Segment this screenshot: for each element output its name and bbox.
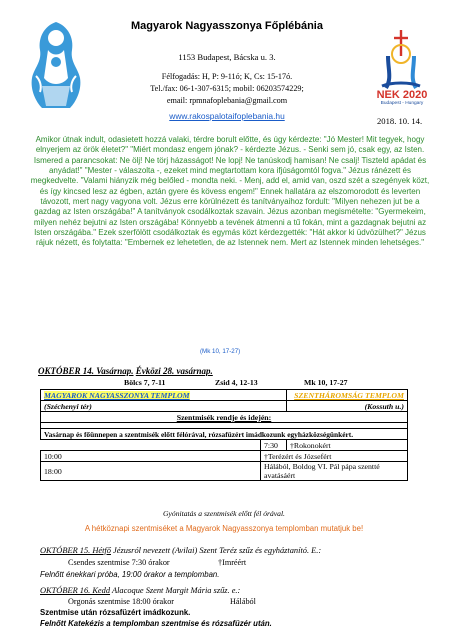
confession-note: Gyónitatás a szentmisék előtt fél órával.: [163, 509, 285, 518]
mass-intention: †Rokonokért: [287, 440, 408, 451]
church1-location: (Széchenyi tér): [41, 401, 287, 412]
table-row: [41, 412, 408, 423]
sunday-name: Évközi 28. vasárnap.: [135, 366, 213, 376]
table-row: [41, 462, 408, 481]
tuesday-date: OKTÓBER 16. Kedd: [40, 586, 111, 595]
monday-date: OKTÓBER 15. Hétfő: [40, 546, 111, 555]
mass-intention: †Terézért és Józsefért: [261, 451, 408, 462]
church1-name: MAGYAROK NAGYASSZONYA TEMPLOM: [44, 390, 190, 400]
mass-time: 10:00: [41, 451, 261, 462]
nek-logo-subtitle: Budapest - Hungary: [380, 101, 424, 106]
tuesday-note-2: Felnőtt Katekézis a templomban szentmise és rózsafüzér után.: [40, 619, 272, 628]
table-row: [41, 429, 408, 440]
monday-note: Felnőtt énekkari próba, 19:00 órakor a templomban.: [40, 570, 220, 579]
table-row: [41, 451, 408, 462]
reading-3: Mk 10, 17-27: [304, 378, 348, 387]
gospel-text: Amikor útnak indult, odasietett hozzá valaki, térdre borult előtte, és úgy kérdezte: "Jó Mester! Mit tegyek, hogy elnyerjem az örök életet?" "Miért mondasz engem jónak? - kérdezte Jézus. - Senki sem jó, csak egy, az Isten. Ismered a parancsokat: Ne ölj! Ne törj házasságot! Ne lopj! Ne tanúskodj hamisan! Ne csalj! Tiszteld apádat és anyádat!" "Mester - válaszolta -, ezeket mind megtartottam kora ifjúságomtól fogva." Jézus ránézett és megkedvelte. "Valami hiányzik még belőled - mondta neki. - Menj, add el, amid van, oszd szét a szegények közt, és így kincsed lesz az égben, aztán gyere és kövess engem!" Ennek hallatára az elszomorodott és leverten távozott, mert nagy vagyona volt. Jézus erre körülnézett és tanítványaihoz fordult: "Milyen nehezen jut be a gazdag az Isten országába!" A tanítványok csodálkoztak szavain. Jézus azonban megismételte: "Gyermekeim, milyen nehéz bejutni az Isten országába! Könnyebb a tevének átmenni a tű fokán, mint a gazdagnak bejutni az Isten országába." Ezek szerfölött csodálkoztak és egymás közt kérdezgették: "Hát akkor ki üdvözülhet?" Jézus rájuk nézett, és folytatta: "Embernek ez lehetetlen, de az Istennek nem. Mert az Istennek minden lehetséges.": [30, 135, 430, 248]
email-line: email: rpmnafoplebania@gmail.com: [166, 96, 288, 105]
monday-heading: [40, 546, 321, 555]
empty-cell: [41, 440, 261, 451]
weekday-notice: A hétköznapi szentmiséket a Magyarok Nagyasszonya templomban mutatjuk be!: [84, 524, 364, 533]
mass-time: 7:30: [261, 440, 287, 451]
tuesday-mass: Orgonás szentmise 18:00 órakor: [68, 597, 175, 606]
table-row: [41, 390, 408, 401]
monday-intention: †Imréért: [218, 558, 247, 567]
tuesday-intention: Hálából: [230, 597, 256, 606]
monday-mass: Csendes szentmise 7:30 órakor: [68, 558, 170, 567]
sunday-heading: [38, 366, 213, 376]
office-hours: Félfogadás: H, P: 9-11ó; K, Cs: 15-17ó.: [161, 72, 293, 81]
order-title: Szentmisék rendje és idején:: [41, 412, 408, 423]
mass-time: 18:00: [41, 462, 261, 481]
phone-line: Tel./fax: 06-1-307-6315; mobil: 06203574229;: [150, 84, 304, 93]
tuesday-note-1: Szentmise után rózsafüzért imádkozunk.: [40, 608, 191, 617]
monday-saint: Jézusról nevezett (Avilai) Szent Teréz szűz és egyháztanító. E.:: [113, 546, 322, 555]
nek-logo-text: NEK 2020: [376, 89, 428, 101]
parish-logo: [22, 16, 90, 114]
sunday-date: OKTÓBER 14. Vasárnap.: [38, 366, 134, 376]
reading-1: Bölcs 7, 7-11: [124, 378, 166, 387]
table-row: [41, 401, 408, 412]
church2-location: (Kossuth u.): [287, 401, 408, 412]
church2-cell: [287, 390, 408, 401]
tuesday-saint: Alacoque Szent Margit Mária szűz. e.:: [111, 586, 241, 595]
parish-title: Magyarok Nagyasszonya Főplébánia: [131, 20, 323, 32]
reading-2: Zsid 4, 12-13: [215, 378, 258, 387]
table-row: [41, 440, 408, 451]
rosary-note: Vasárnap és főünnepen a szentmisék előtt félórával, rózsafüzért imádkozunk egyházközségünkért.: [41, 429, 408, 440]
church1-cell: [41, 390, 287, 401]
parish-address: 1153 Budapest, Bácska u. 3.: [178, 52, 276, 62]
bulletin-date: 2018. 10. 14.: [377, 116, 423, 126]
tuesday-heading: [40, 586, 240, 595]
mass-schedule-table: [40, 389, 408, 481]
mass-intention: Hálából, Boldog VI. Pál pápa szentté avatásáért: [261, 462, 408, 481]
church2-name: SZENTHÁROMSÁG TEMPLOM: [294, 390, 404, 400]
gospel-reference: (Mk 10, 17-27): [200, 348, 241, 355]
website-link[interactable]: www.rakospalotaifoplebania.hu: [169, 111, 285, 121]
